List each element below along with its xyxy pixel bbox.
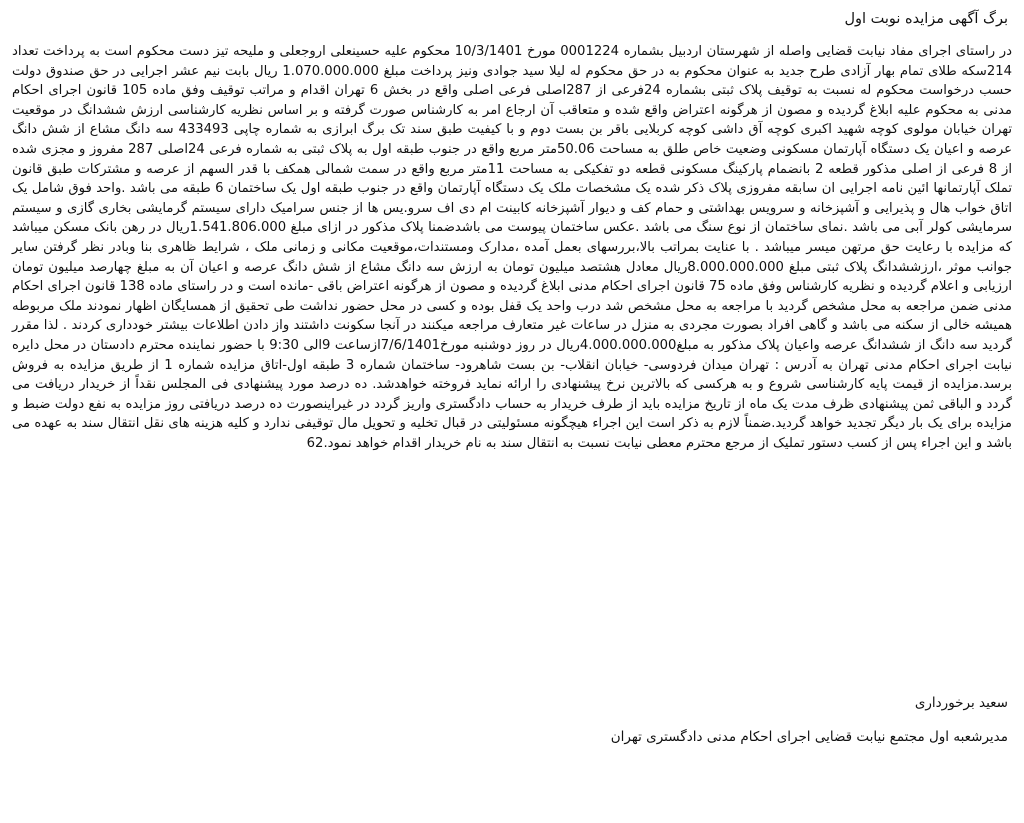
signature-name: سعید برخورداری bbox=[914, 695, 1008, 711]
notice-body: در راستای اجرای مفاد نیابت قضایی واصله از شهرستان اردبیل بشماره 0001224 مورخ 10/3/1401 محکوم علیه حسینعلی اروجعلی و ملیحه تیز دست محکوم است به پرداخت تعداد 214سکه طلای تمام بهار آزادی طرح جدید به عنوان محکوم به در حق محکوم له لیلا سید جوادی ونیز پرداخت مبلغ 1.070.000.000 ریال بابت نیم عشر اجرایی در حق صندوق دولت حسب درخواست محکوم له نسبت به توقیف پلاک ثبتی بشماره 24فرعی از 287اصلی فرعی اصلی واقع در بخش 6 تهران اقدام و مراتب توقیف وفق ماده 105 قانون اجرای احکام مدنی به محکوم علیه ابلاغ گردیده و مصون از هرگونه اعتراض واقع شده و متعاقب آن ارجاع امر به کارشناس صورت گرفته و بر اساس نظریه کارشناسی ارزش ششدانگ در موقعیت تهران خیابان مولوی کوچه شهید اکبری کوچه آق داشی کوچه کربلایی باقر بن بست دوم و با کیفیت طبق سند تک برگ ابرازی به شماره چاپی 433493 سه دانگ مشاع از شش دانگ عرصه و اعیان یک دستگاه آپارتمان مسکونی وضعیت خاص طلق به مساحت 50.06متر مربع واقع در جنوب طبقه اول به پلاک ثبتی به شماره فرعی 24اصلی 287 مفروز و مجزی شده از 8 فرعی از اصلی مذکور قطعه 2 بانضمام پارکینگ مسکونی قطعه دو تفکیکی به مساحت 11متر مربع واقع در سمت شمالی همکف با قدر السهم از عرصه و مشترکات طبق قانون تملک آپارتمانها ائین نامه اجرایی ان سابقه مفروزی پلاک ذکر شده یک مشخصات ملک یک دستگاه آپارتمان واقع در جنوب طبقه اول یک ساختمان 6 طبقه می باشد .واحد فوق شامل یک اتاق خواب هال و پذیرایی و آشپزخانه و سرویس بهداشتی و حمام کف و دیوار آشپزخانه کابینت ام دی اف سرو.یس ها از جنس سرامیک دارای سیستم گرمایشی بخاری گازی و سیستم سرمایشی کولر آبی می باشد .نمای ساختمان از نوع سنگ می باشد .عکس ساختمان پیوست می باشدضمنا پلاک مذکور در ازای مبلغ 1.541.806.000ریال در رهن بانک مسکن میباشد که مزایده با رعایت حق مرتهن میسر میباشد . با عنایت بمراتب بالا،بررسهای بعمل آمده ،مدارک ومستندات،موقعیت مکانی و زمانی ملک ، شرایط ظاهری بنا وبادر نظر گرفتن سایر جوانب موثر ،ارزششدانگ پلاک ثبتی مبلغ 8.000.000.000ریال معادل هشتصد میلیون تومان به ارزش سه دانگ مشاع از شش دانگ عرصه و اعیان آن به مبلغ چهارصد میلیون تومان ارزیابی و اعلام گردیده و نظریه کارشناس وفق ماده 75 قانون اجرای احکام مدنی ابلاغ گردیده و مصون از هرگونه اعتراض باقی -مانده است و در راستای ماده 138 قانون اجرای احکام مدنی ضمن مراجعه به محل مشخص گردید با مراجعه به محل مشخص شد درب واحد یک قفل بوده و کسی در محل حضور نداشت طی تحقیق از همسایگان اظهار نمودند ملک مربوطه همیشه خالی از سکنه می باشد و گاهی افراد بصورت مجردی به منزل در ساعات غیر متعارف مراجعه میکنند در آنجا سکونت داشتند واز دادن اطلاعات بیشتر خودداری کردند . لذا مقرر گردید سه دانگ از ششدانگ عرصه واعیان پلاک مذکور به مبلغ4.000.000.000ریال در روز دوشنبه مورخ7/6/1401ازساعت 9الی 9:30 با حضور نماینده محترم دادستان در محل دایره نیابت اجرای احکام مدنی تهران به آدرس : تهران میدان فردوسی- خیابان انقلاب- بن بست شاهرود- ساختمان شماره 3 طبقه اول-اتاق مزایده شماره 1 از طریق مزایده به فروش برسد.مزایده از قیمت پایه کارشناسی شروع و به هرکسی که بالاترین نرخ پیشنهادی را ارائه نماید فروخته خواهدشد. ده درصد مورد پیشنهادی فی المجلس نقداً از خریدار دریافت می گردد و الباقی ثمن پیشنهادی ظرف مدت یک ماه از تاریخ مزایده باید از طرف خریدار به حساب دادگستری واریز گردد در غیراینصورت ده درصد دریافتی روز مزایده به نفع دولت ضبط و مزایده برای یک بار دیگر تجدید خواهد گردید.ضمناً لازم به ذکر است این اجراء هیچگونه مسئولیتی در قبال تخلیه و تحویل مال توقیفی ندارد و کلیه هزینه های نقل انتقال سند به عهده می باشد و این اجراء پس از کسب دستور تملیک از مرجع محترم معطی نیابت نسبت به انتقال سند به نام خریدار اقدام خواهد نمود.62 bbox=[12, 44, 1013, 451]
notice-title: برگ آگهی مزایده نوبت اول bbox=[844, 11, 1008, 27]
signature-role: مدیرشعبه اول مجتمع نیابت قضایی اجرای احکام مدنی دادگستری تهران bbox=[610, 729, 1008, 745]
